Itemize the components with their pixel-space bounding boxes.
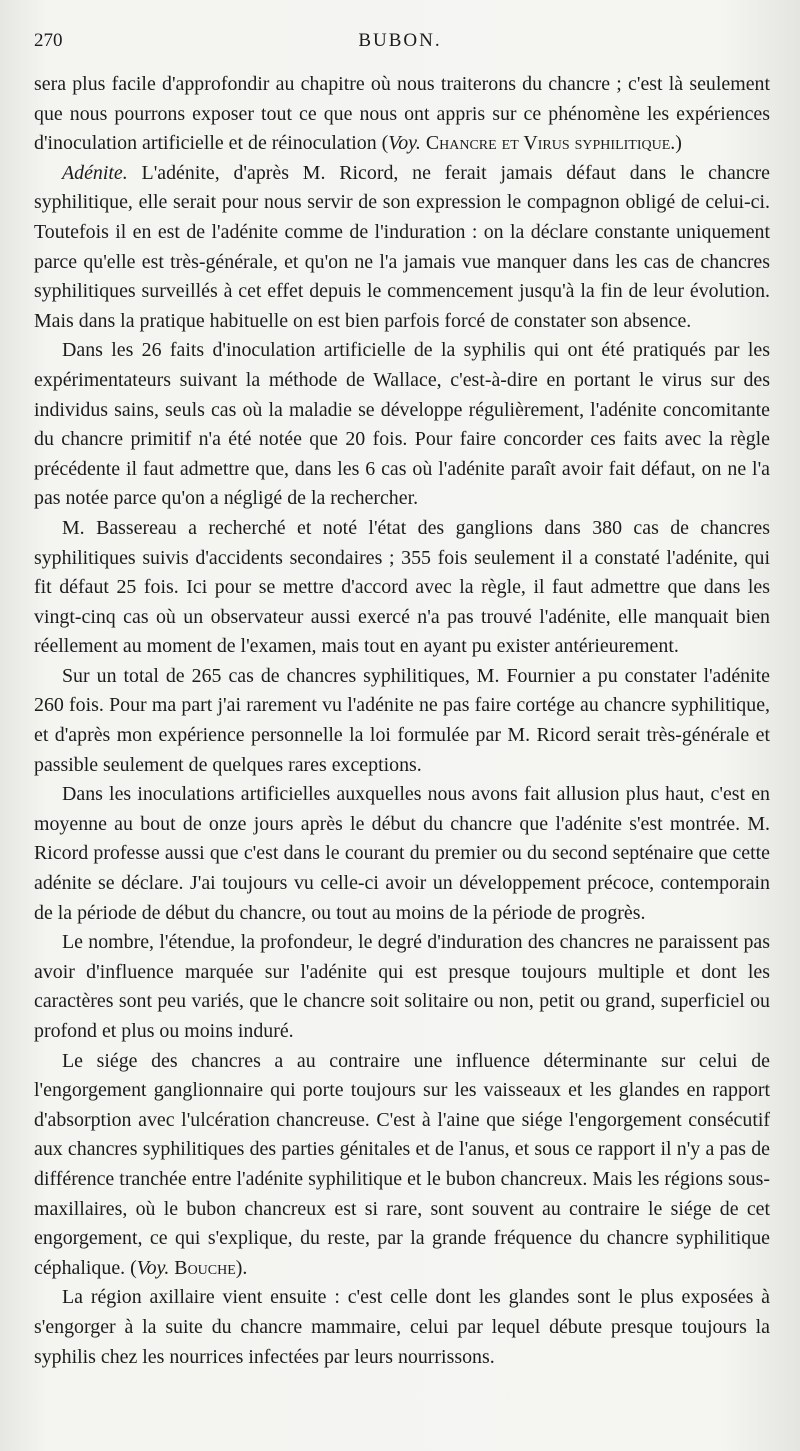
paragraph: Le nombre, l'étendue, la profondeur, le degré d'induration des chancres ne paraissent pas avoir d'influence marquée sur l'adénite qui est presque toujours multiple et dont les caractères sont peu variés, que le chancre soit solitaire ou non, petit ou grand, superficiel ou profond et plus ou moins induré.: [34, 931, 770, 1042]
paragraph: La région axillaire vient ensuite : c'est celle dont les glandes sont le plus exposées à s'engorger à la suite du chancre mammaire, celui par lequel débute presque toujours la syphilis chez les nourrices infectées par leurs nourrissons.: [34, 1286, 770, 1368]
paragraph-text: sera plus facile d'approfondir au chapitre où nous traiterons du chancre ; c'est là seulement que nous pourrons exposer tout ce que nous ont appris sur ce phénomène les expériences d'inoculation artificielle et de réinoculation (: [34, 73, 770, 155]
paragraph: Dans les 26 faits d'inoculation artificielle de la syphilis qui ont été pratiqués par les expérimentateurs suivant la méthode de Wallace, c'est-à-dire en portant le virus sur des individus sains, seuls cas où la maladie se développe régulièrement, l'adénite concomitante du chancre primitif n'a été notée que 20 fois. Pour faire concorder ces faits avec la règle précédente il faut admettre que, dans les 6 cas où l'adénite paraît avoir fait défaut, on ne l'a pas notée parce qu'on a négligé de la rechercher.: [34, 339, 770, 510]
paragraph: Dans les inoculations artificielles auxquelles nous avons fait allusion plus haut, c'est en moyenne au bout de onze jours après le début du chancre que l'adénite s'est montrée. M. Ricord professe aussi que c'est dans le courant du premier ou du second septénaire que cette adénite se déclare. J'ai toujours vu celle-ci avoir un développement précoce, contemporain de la période de début du chancre, ou tout au moins de la période de progrès.: [34, 783, 770, 924]
cross-reference: Bouche: [174, 1256, 236, 1279]
voy-reference: Voy.: [388, 132, 421, 155]
page-header: [34, 30, 766, 58]
paragraph-text-end: ).: [235, 1256, 248, 1279]
paragraph-text-end: .): [670, 132, 682, 155]
cross-reference: Chancre et Virus syphilitique: [425, 132, 671, 155]
voy-reference: Voy.: [136, 1256, 170, 1279]
section-lead: Adénite.: [62, 161, 128, 184]
page-number: 270: [34, 30, 63, 51]
paragraph-text: Le siége des chancres a au contraire une influence déterminante sur celui de l'engorgement ganglionnaire qui porte toujours sur les vaisseaux et les glandes en rapport d'absorption avec l'ulcération chancreuse. C'est à l'aine que siége l'engorgement consécutif aux chancres syphilitiques des parties génitales et de l'anus, et sous ce rapport il n'y a pas de différence tranchée entre l'adénite syphilitique et le bubon chancreux. Mais les régions sous-maxillaires, où le bubon chancreux est si rare, sont souvent au contraire le siége de cet engorgement, ce qui s'explique, du reste, par la grande fréquence du chancre syphilitique céphalique. (: [34, 1049, 770, 1279]
paragraph-continuation: [34, 70, 770, 159]
running-head: BUBON.: [358, 30, 442, 51]
paragraph: Sur un total de 265 cas de chancres syphilitiques, M. Fournier a pu constater l'adénite 260 fois. Pour ma part j'ai rarement vu l'adénite ne pas faire cortége au chancre syphilitique, et d'après mon expérience personnelle la loi formulée par M. Ricord serait très-générale et passible seulement de quelques rares exceptions.: [34, 664, 770, 776]
paragraph: [34, 1047, 770, 1284]
page-body: [34, 70, 770, 1372]
paragraph-adenite: [34, 159, 770, 337]
paragraph-text: L'adénite, d'après M. Ricord, ne ferait jamais défaut dans le chancre syphilitique, elle serait pour nous servir de son expression le compagnon obligé de celui-ci. Toutefois il en est de l'adénite comme de l'induration : on la déclare constante uniquement parce qu'elle est très-générale, et qu'on ne l'a jamais vue manquer dans les cas de chancres syphilitiques surveillés à cet effet depuis le commencement jusqu'à la fin de leur évolution. Mais dans la pratique habituelle on est bien parfois forcé de constater son absence.: [34, 161, 770, 332]
paragraph: M. Bassereau a recherché et noté l'état des ganglions dans 380 cas de chancres syphilitiques suivis d'accidents secondaires ; 355 fois seulement il a constaté l'adénite, qui fit défaut 25 fois. Ici pour se mettre d'accord avec la règle, il faut admettre que dans les vingt-cinq cas où un observateur aussi exercé n'a pas trouvé l'adénite, elle manquait bien réellement au moment de l'examen, mais tout en ayant pu exister antérieurement.: [34, 516, 770, 658]
